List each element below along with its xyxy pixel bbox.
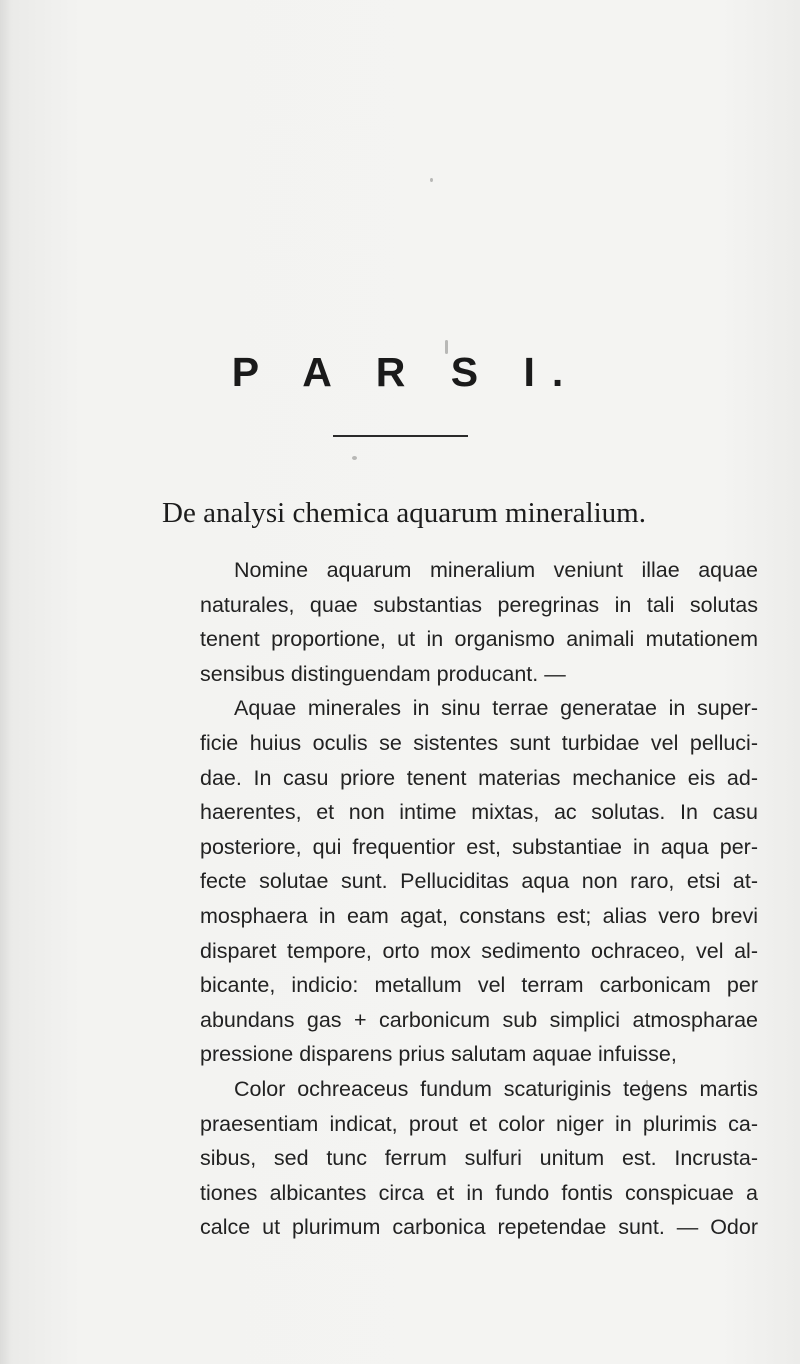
text-line: posteriore, qui frequentior est, substantiae in aqua per- [200,834,758,859]
text-line: fecte solutae sunt. Pelluciditas aqua non raro, etsi at- [200,869,758,894]
text-line: disparet tempore, orto mox sedimento ochraceo, vel al- [200,938,758,963]
text-line: abundans gas + carbonicum sub simplici atmospharae [200,1007,758,1032]
text-line: Nomine aquarum mineralium veniunt illae aquae [234,558,758,582]
text-line: mosphaera in eam agat, constans est; alias vero brevi [200,903,758,928]
text-line: Color ochreaceus fundum scaturiginis tegens martis [234,1076,758,1101]
text-line: haerentes, et non intime mixtas, ac solutas. In casu [200,800,758,825]
text-line: sensibus distinguendam producant. — [200,661,566,686]
page-edge-shadow [0,0,12,1364]
body-text [200,553,758,1245]
text-line: calce ut plurimum carbonica repetendae sunt. — Odor [200,1215,758,1240]
part-heading: P A R S I. [231,349,581,395]
text-line: pressione disparens prius salutam aquae infuisse, [200,1042,677,1067]
heading-rule [333,435,468,437]
text-line: naturales, quae substantias peregrinas in tali solutas [200,592,758,617]
text-line: praesentiam indicat, prout et color niger in plurimis ca- [200,1111,758,1136]
text-line: tenent proportione, ut in organismo animali mutationem [200,627,758,652]
paper-speck [352,456,357,460]
text-line: ficie huius oculis se sistentes sunt turbidae vel pelluci- [200,730,758,755]
text-line: tiones albicantes circa et in fundo fontis conspicuae a [200,1180,758,1205]
paper-speck [430,178,433,182]
section-subtitle: De analysi chemica aquarum mineralium. [162,497,646,529]
text-line: dae. In casu priore tenent materias mechanice eis ad- [200,765,758,790]
text-line: Aquae minerales in sinu terrae generatae in super- [234,696,758,721]
text-line: sibus, sed tunc ferrum sulfuri unitum est. Incrusta- [200,1146,758,1171]
text-line: bicante, indicio: metallum vel terram carbonicam per [200,973,758,998]
